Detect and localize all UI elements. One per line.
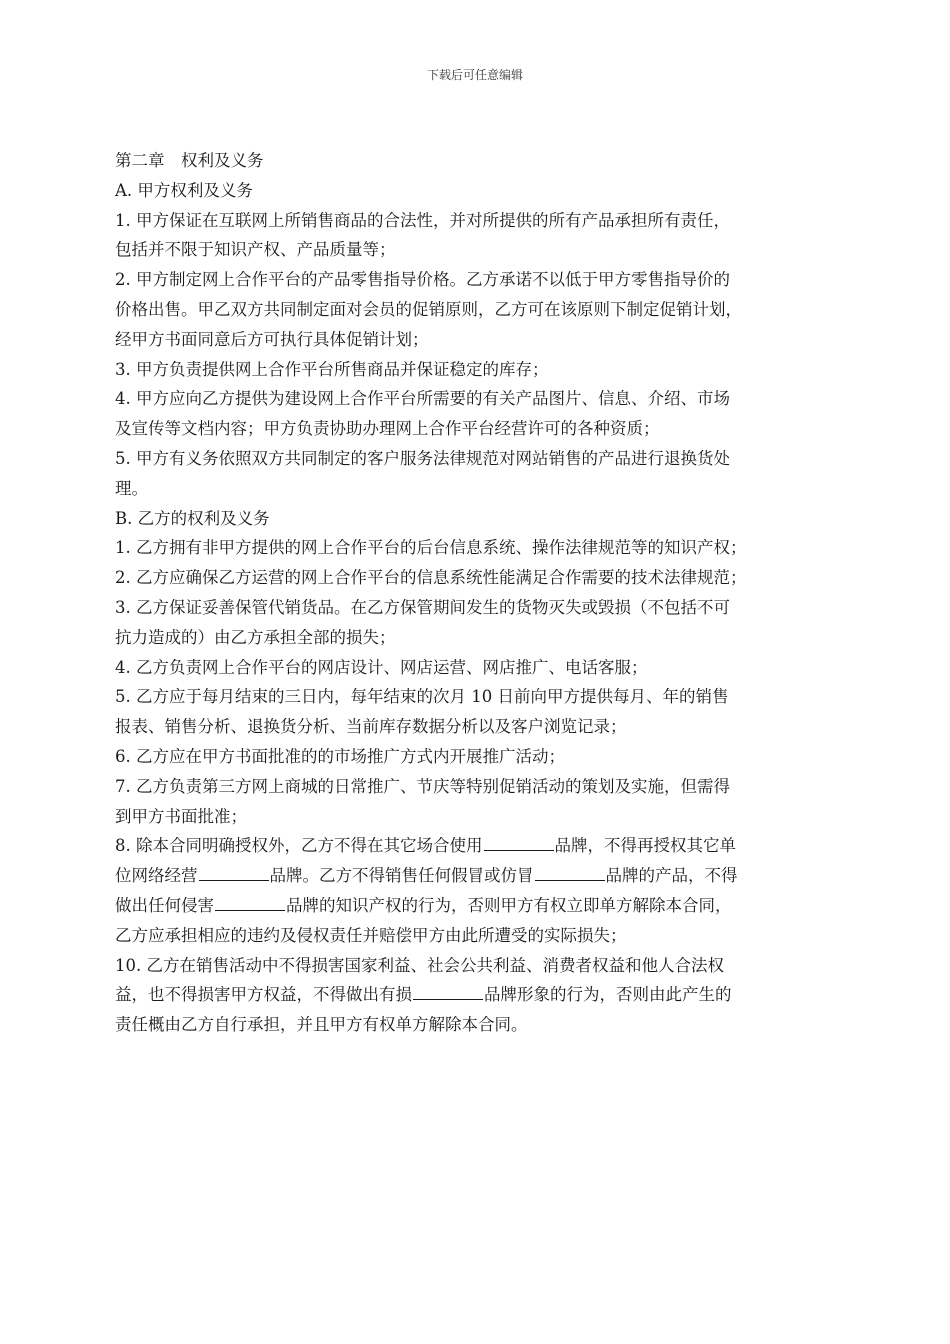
brand-blank	[199, 864, 269, 881]
document-body	[115, 146, 840, 1040]
section-a-title: A. 甲方权利及义务	[115, 180, 253, 200]
item-10-line-3: 责任概由乙方自行承担，并且甲方有权单方解除本合同。	[115, 1015, 528, 1035]
section-a-line: 2. 甲方制定网上合作平台的产品零售指导价格。乙方承诺不以低于甲方零售指导价的	[115, 270, 730, 290]
item-8-line-4: 乙方应承担相应的违约及侵权责任并赔偿甲方由此所遭受的实际损失；	[115, 925, 627, 945]
item-8-line-1	[115, 831, 840, 861]
section-b-line: 5. 乙方应于每月结束的三日内，每年结束的次月 10 日前向甲方提供每月、年的销售	[115, 687, 729, 707]
text-segment: 品牌的知识产权的行为，否则甲方有权立即单方解除本合同，	[286, 895, 732, 915]
text-segment: 位网络经营	[115, 866, 198, 886]
section-b-line: 4. 乙方负责网上合作平台的网店设计、网店运营、网店推广、电话客服；	[115, 657, 648, 677]
section-a-line: 经甲方书面同意后方可执行具体促销计划；	[115, 329, 429, 349]
section-a-line: 理。	[115, 478, 148, 498]
brand-blank	[215, 894, 285, 911]
text-segment: 做出任何侵害	[115, 895, 214, 915]
item-10-line-1: 10. 乙方在销售活动中不得损害国家利益、社会公共利益、消费者权益和他人合法权	[115, 955, 724, 975]
item-10-line-2	[115, 980, 840, 1010]
section-a-line: 价格出售。甲乙双方共同制定面对会员的促销原则，乙方可在该原则下制定促销计划，	[115, 299, 742, 319]
section-b-title: B. 乙方的权利及义务	[115, 508, 270, 528]
section-b-line: 6. 乙方应在甲方书面批准的的市场推广方式内开展推广活动；	[115, 746, 565, 766]
section-a-line: 3. 甲方负责提供网上合作平台所售商品并保证稳定的库存；	[115, 359, 549, 379]
section-b-line: 抗力造成的）由乙方承担全部的损失；	[115, 627, 396, 647]
text-segment: 品牌，不得再授权其它单	[554, 836, 736, 856]
text-segment: 品牌形象的行为，否则由此产生的	[484, 985, 732, 1005]
section-b-line: 到甲方书面批准；	[115, 806, 247, 826]
section-b-line: 3. 乙方保证妥善保管代销货品。在乙方保管期间发生的货物灭失或毁损（不包括不可	[115, 597, 730, 617]
section-b-line: 7. 乙方负责第三方网上商城的日常推广、节庆等特别促销活动的策划及实施，但需得	[115, 776, 730, 796]
text-segment: 益，也不得损害甲方权益，不得做出有损	[115, 985, 412, 1005]
section-b-line: 2. 乙方应确保乙方运营的网上合作平台的信息系统性能满足合作需要的技术法律规范；	[115, 568, 747, 588]
brand-blank	[484, 834, 554, 851]
section-b-line: 报表、销售分析、退换货分析、当前库存数据分析以及客户浏览记录；	[115, 717, 627, 737]
section-a-line: 4. 甲方应向乙方提供为建设网上合作平台所需要的有关产品图片、信息、介绍、市场	[115, 389, 730, 409]
item-8-line-2	[115, 861, 840, 891]
section-b-line: 1. 乙方拥有非甲方提供的网上合作平台的后台信息系统、操作法律规范等的知识产权；	[115, 538, 747, 558]
text-segment: 品牌。乙方不得销售任何假冒或仿冒	[269, 866, 534, 886]
page-header: 下载后可任意编辑	[426, 68, 523, 82]
section-a-line: 包括并不限于知识产权、产品质量等；	[115, 240, 396, 260]
text-segment: 品牌的产品，不得	[605, 866, 738, 886]
section-a-line: 1. 甲方保证在互联网上所销售商品的合法性，并对所提供的所有产品承担所有责任，	[115, 210, 730, 230]
chapter-title: 第二章 权利及义务	[115, 151, 264, 170]
section-a-line: 及宣传等文档内容；甲方负责协助办理网上合作平台经营许可的各种资质；	[115, 419, 660, 439]
item-8-line-3	[115, 891, 840, 921]
brand-blank	[413, 983, 483, 1000]
brand-blank	[535, 864, 605, 881]
text-segment: 8. 除本合同明确授权外，乙方不得在其它场合使用	[115, 836, 483, 856]
section-a-line: 5. 甲方有义务依照双方共同制定的客户服务法律规范对网站销售的产品进行退换货处	[115, 448, 730, 468]
